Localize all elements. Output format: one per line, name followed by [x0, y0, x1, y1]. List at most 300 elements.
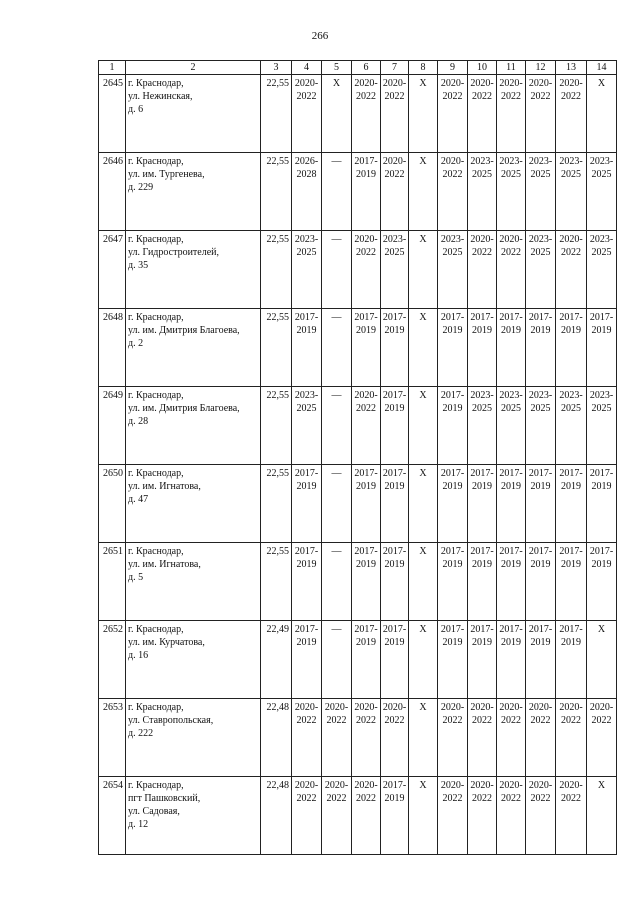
- area-cell: 22,55: [261, 465, 292, 543]
- period-text: 2019: [356, 325, 376, 336]
- period-text: 2017-: [440, 624, 465, 635]
- period-cell: [381, 699, 409, 777]
- table-row: [99, 543, 617, 621]
- period-cell: [556, 465, 587, 543]
- address-line: ул. им. Дмитрия Благоева,: [128, 325, 240, 336]
- area-cell: 22,48: [261, 777, 292, 855]
- period-cell: [381, 231, 409, 309]
- period-cell: [381, 153, 409, 231]
- column-header: 11: [497, 61, 526, 75]
- period-cell: [526, 309, 556, 387]
- period-text: 2023-: [589, 390, 614, 401]
- area-cell: 22,48: [261, 699, 292, 777]
- period-text: 2017-: [382, 468, 407, 479]
- period-text: 2019: [384, 637, 405, 648]
- period-text: 2017-: [294, 468, 319, 479]
- period-text: 2023-: [528, 390, 553, 401]
- period-cell: [556, 621, 587, 699]
- address-line: г. Краснодар,: [128, 78, 184, 89]
- period-cell: [497, 75, 526, 153]
- period-text: 2017-: [470, 624, 494, 635]
- period-text: 2022: [296, 91, 317, 102]
- period-cell: [438, 231, 468, 309]
- period-text: 2019: [296, 481, 317, 492]
- period-text: 2020-: [324, 702, 349, 713]
- address-line: д. 6: [128, 104, 144, 115]
- row-number: 2647: [99, 231, 126, 309]
- period-cell: [322, 153, 352, 231]
- period-cell: [556, 75, 587, 153]
- period-text: 2025: [472, 403, 492, 414]
- period-text: X: [419, 546, 427, 557]
- period-text: 2019: [384, 559, 405, 570]
- period-text: 2020-: [324, 780, 349, 791]
- period-cell: [497, 777, 526, 855]
- period-text: 2020-: [440, 702, 465, 713]
- period-text: 2020-: [528, 78, 553, 89]
- period-cell: [352, 621, 381, 699]
- period-cell: [381, 777, 409, 855]
- period-cell: [587, 231, 617, 309]
- period-text: 2019: [591, 559, 612, 570]
- column-header: 4: [292, 61, 322, 75]
- period-text: 2025: [472, 169, 492, 180]
- period-text: 2023-: [528, 156, 553, 167]
- period-cell: [438, 387, 468, 465]
- row-number: 2645: [99, 75, 126, 153]
- period-text: 2023-: [528, 234, 553, 245]
- period-text: 2017-: [559, 468, 583, 479]
- period-cell: [468, 465, 497, 543]
- period-text: 2017-: [559, 312, 583, 323]
- period-text: 2017-: [354, 312, 378, 323]
- period-text: 2019: [561, 325, 581, 336]
- period-cell: [352, 387, 381, 465]
- period-cell: [292, 699, 322, 777]
- period-cell: [468, 153, 497, 231]
- period-cell: [556, 309, 587, 387]
- address-cell: [126, 465, 261, 543]
- period-text: 2023-: [440, 234, 465, 245]
- row-number: 2648: [99, 309, 126, 387]
- period-cell: [556, 387, 587, 465]
- period-text: 2017-: [294, 624, 319, 635]
- period-text: X: [419, 702, 427, 713]
- column-header: 2: [126, 61, 261, 75]
- period-text: 2025: [561, 403, 581, 414]
- period-text: 2019: [561, 559, 581, 570]
- period-text: 2020-: [440, 78, 465, 89]
- address-line: г. Краснодар,: [128, 546, 184, 557]
- period-text: 2017-: [528, 312, 553, 323]
- period-cell: [292, 465, 322, 543]
- period-cell: [438, 777, 468, 855]
- period-text: 2019: [442, 325, 463, 336]
- period-cell: [409, 231, 438, 309]
- period-text: 2017-: [382, 390, 407, 401]
- period-text: 2019: [442, 559, 463, 570]
- period-text: 2023-: [559, 390, 583, 401]
- period-text: 2020-: [499, 78, 523, 89]
- period-text: 2022: [442, 91, 463, 102]
- period-text: 2023-: [589, 234, 614, 245]
- address-line: г. Краснодар,: [128, 702, 184, 713]
- period-cell: [468, 75, 497, 153]
- address-line: г. Краснодар,: [128, 468, 184, 479]
- period-text: 2019: [384, 481, 405, 492]
- period-text: 2026-: [294, 156, 319, 167]
- period-text: X: [419, 78, 427, 89]
- address-line: д. 5: [128, 572, 144, 583]
- period-text: 2019: [561, 481, 581, 492]
- period-cell: [587, 543, 617, 621]
- period-text: 2017-: [382, 780, 407, 791]
- period-text: 2017-: [499, 312, 523, 323]
- period-cell: [381, 309, 409, 387]
- address-line: г. Краснодар,: [128, 156, 184, 167]
- table-row: [99, 231, 617, 309]
- address-line: ул. Садовая,: [128, 806, 180, 817]
- period-cell: [526, 153, 556, 231]
- period-text: 2025: [591, 169, 612, 180]
- period-cell: [381, 75, 409, 153]
- period-text: —: [331, 156, 342, 167]
- period-text: 2019: [296, 559, 317, 570]
- period-text: X: [419, 390, 427, 401]
- period-text: 2022: [326, 715, 347, 726]
- table-row: [99, 465, 617, 543]
- period-text: 2019: [591, 481, 612, 492]
- period-cell: [409, 309, 438, 387]
- period-text: —: [331, 234, 342, 245]
- period-text: 2017-: [440, 468, 465, 479]
- row-number: 2649: [99, 387, 126, 465]
- period-cell: [468, 699, 497, 777]
- period-text: 2019: [442, 403, 463, 414]
- period-cell: [526, 543, 556, 621]
- table-row: [99, 75, 617, 153]
- period-cell: [587, 153, 617, 231]
- period-cell: [526, 621, 556, 699]
- period-cell: [322, 699, 352, 777]
- period-text: 2019: [442, 481, 463, 492]
- period-cell: [556, 699, 587, 777]
- period-text: 2022: [501, 247, 521, 258]
- period-text: 2020-: [499, 234, 523, 245]
- period-text: 2017-: [440, 546, 465, 557]
- address-line: д. 47: [128, 494, 149, 505]
- period-text: 2017-: [294, 312, 319, 323]
- period-cell: [381, 621, 409, 699]
- address-cell: [126, 75, 261, 153]
- period-text: 2017-: [559, 624, 583, 635]
- address-line: ул. Ставропольская,: [128, 715, 214, 726]
- period-text: 2022: [356, 91, 376, 102]
- address-line: ул. им. Дмитрия Благоева,: [128, 403, 240, 414]
- period-text: 2017-: [470, 312, 494, 323]
- period-cell: [587, 699, 617, 777]
- column-header: 6: [352, 61, 381, 75]
- row-number: 2646: [99, 153, 126, 231]
- period-text: 2020-: [354, 78, 378, 89]
- period-text: 2023-: [294, 234, 319, 245]
- period-text: 2020-: [294, 78, 319, 89]
- period-text: 2020-: [499, 702, 523, 713]
- period-text: 2017-: [470, 468, 494, 479]
- period-cell: [381, 465, 409, 543]
- period-cell: [468, 777, 497, 855]
- period-text: —: [331, 546, 342, 557]
- period-text: 2017-: [382, 312, 407, 323]
- period-cell: [322, 621, 352, 699]
- period-cell: [587, 777, 617, 855]
- table-row: [99, 699, 617, 777]
- period-cell: [556, 777, 587, 855]
- period-text: 2020-: [354, 702, 378, 713]
- period-text: 2019: [591, 325, 612, 336]
- period-text: 2022: [356, 247, 376, 258]
- area-cell: 22,49: [261, 621, 292, 699]
- period-cell: [381, 543, 409, 621]
- address-line: д. 229: [128, 182, 154, 193]
- period-text: 2028: [296, 169, 317, 180]
- period-text: 2022: [326, 793, 347, 804]
- period-cell: [438, 621, 468, 699]
- period-cell: [352, 75, 381, 153]
- period-text: 2017-: [470, 546, 494, 557]
- row-number: 2651: [99, 543, 126, 621]
- period-text: 2022: [384, 169, 405, 180]
- period-text: 2020-: [470, 78, 494, 89]
- period-cell: [322, 543, 352, 621]
- period-cell: [497, 231, 526, 309]
- period-text: 2019: [472, 481, 492, 492]
- address-cell: [126, 309, 261, 387]
- address-line: г. Краснодар,: [128, 312, 184, 323]
- period-cell: [526, 75, 556, 153]
- period-text: 2019: [561, 637, 581, 648]
- period-text: 2022: [501, 793, 521, 804]
- column-header: 13: [556, 61, 587, 75]
- period-cell: [438, 75, 468, 153]
- address-line: пгт Пашковский,: [128, 793, 201, 804]
- period-text: 2022: [384, 91, 405, 102]
- period-text: 2025: [530, 169, 551, 180]
- table-row: [99, 387, 617, 465]
- header-row: [99, 61, 617, 75]
- address-cell: [126, 621, 261, 699]
- period-cell: [292, 387, 322, 465]
- period-cell: [587, 75, 617, 153]
- period-text: 2022: [472, 91, 492, 102]
- period-cell: [409, 543, 438, 621]
- period-text: 2020-: [559, 234, 583, 245]
- period-text: 2020-: [354, 780, 378, 791]
- table-row: [99, 777, 617, 855]
- period-text: 2017-: [528, 468, 553, 479]
- period-cell: [352, 777, 381, 855]
- period-cell: [292, 153, 322, 231]
- period-text: 2022: [472, 793, 492, 804]
- address-line: д. 2: [128, 338, 144, 349]
- period-text: 2017-: [382, 546, 407, 557]
- period-text: 2020-: [559, 78, 583, 89]
- period-text: 2019: [501, 637, 521, 648]
- column-header: 12: [526, 61, 556, 75]
- period-text: 2022: [561, 793, 581, 804]
- period-cell: [352, 699, 381, 777]
- period-cell: [468, 621, 497, 699]
- period-cell: [556, 231, 587, 309]
- period-text: 2022: [591, 715, 612, 726]
- period-cell: [497, 387, 526, 465]
- address-line: ул. Гидростроителей,: [128, 247, 220, 258]
- period-cell: [587, 387, 617, 465]
- period-text: 2022: [296, 715, 317, 726]
- period-text: 2023-: [559, 156, 583, 167]
- address-line: д. 35: [128, 260, 149, 271]
- period-cell: [322, 387, 352, 465]
- period-text: 2019: [442, 637, 463, 648]
- address-cell: [126, 153, 261, 231]
- period-cell: [438, 309, 468, 387]
- column-header: 5: [322, 61, 352, 75]
- area-cell: 22,55: [261, 543, 292, 621]
- period-cell: [322, 777, 352, 855]
- period-text: X: [332, 78, 341, 89]
- period-text: X: [419, 234, 427, 245]
- period-text: 2017-: [589, 468, 614, 479]
- period-text: 2023-: [589, 156, 614, 167]
- address-cell: [126, 231, 261, 309]
- period-text: 2020-: [294, 780, 319, 791]
- period-text: 2022: [442, 169, 463, 180]
- period-text: 2022: [561, 91, 581, 102]
- area-cell: 22,55: [261, 387, 292, 465]
- period-text: 2017-: [440, 390, 465, 401]
- period-text: 2022: [356, 793, 376, 804]
- period-text: 2023-: [470, 390, 494, 401]
- address-line: ул. Нежинская,: [128, 91, 193, 102]
- column-header: 3: [261, 61, 292, 75]
- period-text: 2017-: [559, 546, 583, 557]
- period-text: 2019: [356, 169, 376, 180]
- period-cell: [468, 387, 497, 465]
- period-cell: [352, 231, 381, 309]
- column-header: 8: [409, 61, 438, 75]
- period-text: 2022: [561, 247, 581, 258]
- period-text: 2022: [501, 91, 521, 102]
- period-cell: [526, 777, 556, 855]
- period-text: X: [419, 780, 427, 791]
- period-text: 2025: [561, 169, 581, 180]
- period-cell: [409, 153, 438, 231]
- period-cell: [497, 699, 526, 777]
- period-text: 2019: [296, 637, 317, 648]
- period-cell: [556, 153, 587, 231]
- period-text: 2017-: [354, 468, 378, 479]
- period-text: 2017-: [528, 546, 553, 557]
- period-text: X: [597, 78, 606, 89]
- period-text: 2023-: [470, 156, 494, 167]
- period-text: 2019: [384, 325, 405, 336]
- column-header: 9: [438, 61, 468, 75]
- period-text: —: [331, 312, 342, 323]
- period-cell: [292, 75, 322, 153]
- address-line: ул. им. Игнатова,: [128, 481, 201, 492]
- table-row: [99, 309, 617, 387]
- period-cell: [497, 621, 526, 699]
- period-text: 2019: [530, 637, 551, 648]
- period-cell: [292, 231, 322, 309]
- row-number: 2650: [99, 465, 126, 543]
- period-cell: [497, 543, 526, 621]
- period-text: 2020-: [440, 780, 465, 791]
- period-text: 2017-: [589, 546, 614, 557]
- address-line: д. 28: [128, 416, 149, 427]
- period-cell: [381, 387, 409, 465]
- period-text: 2025: [384, 247, 405, 258]
- period-text: 2020-: [499, 780, 523, 791]
- period-text: 2023-: [499, 156, 523, 167]
- period-text: 2022: [442, 793, 463, 804]
- period-cell: [409, 387, 438, 465]
- period-cell: [409, 777, 438, 855]
- period-text: 2017-: [354, 546, 378, 557]
- period-text: 2017-: [528, 624, 553, 635]
- period-cell: [438, 543, 468, 621]
- period-text: —: [331, 468, 342, 479]
- period-text: 2019: [530, 325, 551, 336]
- period-text: 2020-: [382, 78, 407, 89]
- period-text: 2020-: [354, 234, 378, 245]
- column-header: 14: [587, 61, 617, 75]
- data-table: [98, 60, 617, 855]
- period-text: 2019: [501, 325, 521, 336]
- period-text: 2020-: [528, 702, 553, 713]
- period-text: 2022: [296, 793, 317, 804]
- period-text: 2019: [472, 325, 492, 336]
- period-text: 2019: [501, 559, 521, 570]
- period-cell: [352, 465, 381, 543]
- period-cell: [497, 309, 526, 387]
- row-number: 2654: [99, 777, 126, 855]
- period-cell: [438, 465, 468, 543]
- period-cell: [352, 309, 381, 387]
- period-text: 2022: [356, 715, 376, 726]
- period-cell: [587, 621, 617, 699]
- period-text: X: [597, 624, 606, 635]
- period-cell: [468, 543, 497, 621]
- period-cell: [526, 465, 556, 543]
- period-text: 2025: [442, 247, 463, 258]
- period-cell: [292, 621, 322, 699]
- period-text: 2022: [530, 715, 551, 726]
- period-cell: [409, 465, 438, 543]
- period-text: 2019: [384, 793, 405, 804]
- period-text: 2022: [356, 403, 376, 414]
- period-text: 2020-: [559, 780, 583, 791]
- period-text: 2020-: [470, 234, 494, 245]
- period-cell: [587, 465, 617, 543]
- period-cell: [409, 699, 438, 777]
- period-text: 2019: [472, 637, 492, 648]
- period-text: 2019: [530, 559, 551, 570]
- area-cell: 22,55: [261, 75, 292, 153]
- period-cell: [526, 699, 556, 777]
- period-text: 2019: [296, 325, 317, 336]
- address-line: г. Краснодар,: [128, 234, 184, 245]
